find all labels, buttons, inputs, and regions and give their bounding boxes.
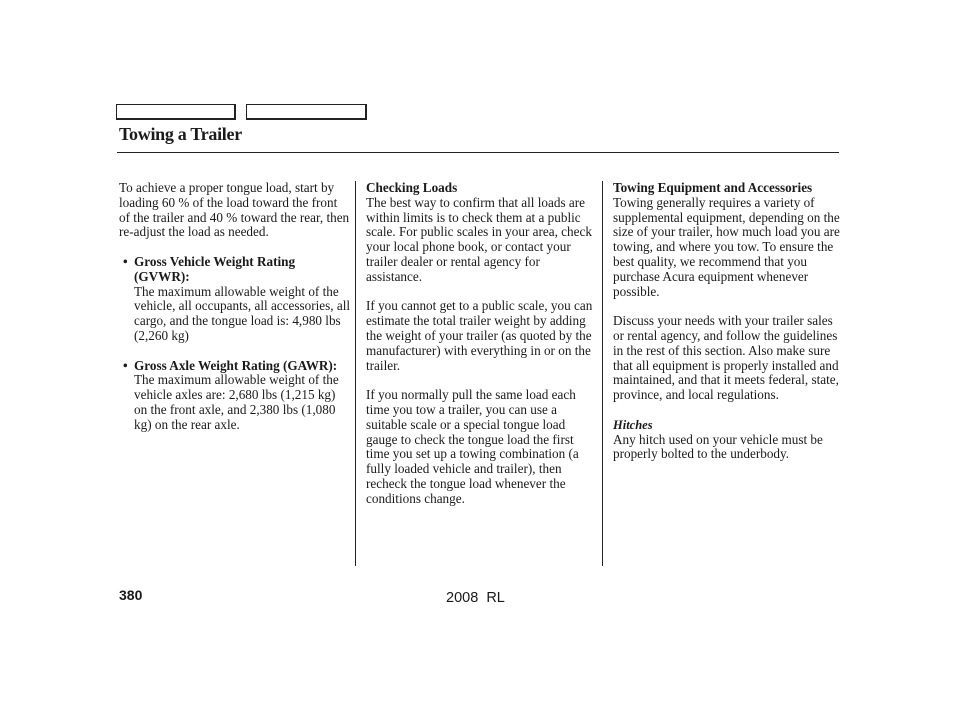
bullet-title: Gross Axle Weight Rating (GAWR): <box>134 357 338 373</box>
paragraph: If you normally pull the same load each time you tow a trailer, you can use a suitable scale or a special tongue load gauge to check the tongue load the first time you set up a towing combination (a fully loaded vehicle and trailer), then recheck the tongue load whenever the conditions change. <box>366 387 579 506</box>
nav-tab-main-menu[interactable] <box>116 104 236 120</box>
paragraph: Discuss your needs with your trailer sales or rental agency, and follow the guidelines in the rest of this section. Also make sure that all equipment is properly installed and maintained, and that it meets federal, state, province, and local regulations. <box>613 313 839 403</box>
paragraph: Any hitch used on your vehicle must be properly bolted to the underbody. <box>613 431 823 462</box>
list-item <box>119 255 351 344</box>
page-title: Towing a Trailer <box>119 124 242 144</box>
column-divider <box>355 181 356 566</box>
bullet-title: Gross Vehicle Weight Rating (GVWR): <box>134 253 296 284</box>
title-divider <box>117 152 839 153</box>
column-middle <box>366 181 596 521</box>
page-number: 380 <box>119 587 143 603</box>
bullet-text: The maximum allowable weight of the vehicle axles are: 2,680 lbs (1,215 kg) on the front axle, and 2,380 lbs (1,080 kg) on the rear axle. <box>134 372 339 432</box>
bullet-icon: • <box>123 253 128 269</box>
section-heading: Towing Equipment and Accessories <box>613 180 813 195</box>
nav-tab-index[interactable] <box>246 104 367 120</box>
column-right <box>613 181 841 477</box>
section-heading: Checking Loads <box>366 180 458 195</box>
towing-equipment-section <box>613 181 841 299</box>
list-item <box>119 359 351 433</box>
paragraph: If you cannot get to a public scale, you can estimate the total trailer weight by adding the weight of your trailer (as quoted by the manufacturer) with everything in or on the trailer. <box>366 298 593 373</box>
bullet-icon: • <box>123 357 128 373</box>
intro-paragraph: To achieve a proper tongue load, start by loading 60 % of the load toward the front of the trailer and 40 % toward the rear, then re-adjust the load as needed. <box>119 180 350 240</box>
hitches-section <box>613 418 841 462</box>
bullet-text: The maximum allowable weight of the vehicle, all occupants, all accessories, all cargo, and the tongue load is: 4,980 lbs (2,260 kg) <box>134 283 351 343</box>
column-left <box>119 181 351 447</box>
footer-model: 2008 RL <box>446 590 505 606</box>
paragraph: The best way to confirm that all loads are within limits is to check them at a public scale. For public scales in your area, check your local phone book, or contact your trailer dealer or rental agency for assistance. <box>366 194 592 284</box>
column-divider <box>602 181 603 566</box>
paragraph: Towing generally requires a variety of supplemental equipment, depending on the size of your trailer, how much load you are towing, and where you tow. To ensure the best quality, we recommend that you purchase Acura equipment whenever possible. <box>613 194 840 299</box>
checking-loads-section <box>366 181 596 285</box>
section-subheading: Hitches <box>613 417 653 432</box>
